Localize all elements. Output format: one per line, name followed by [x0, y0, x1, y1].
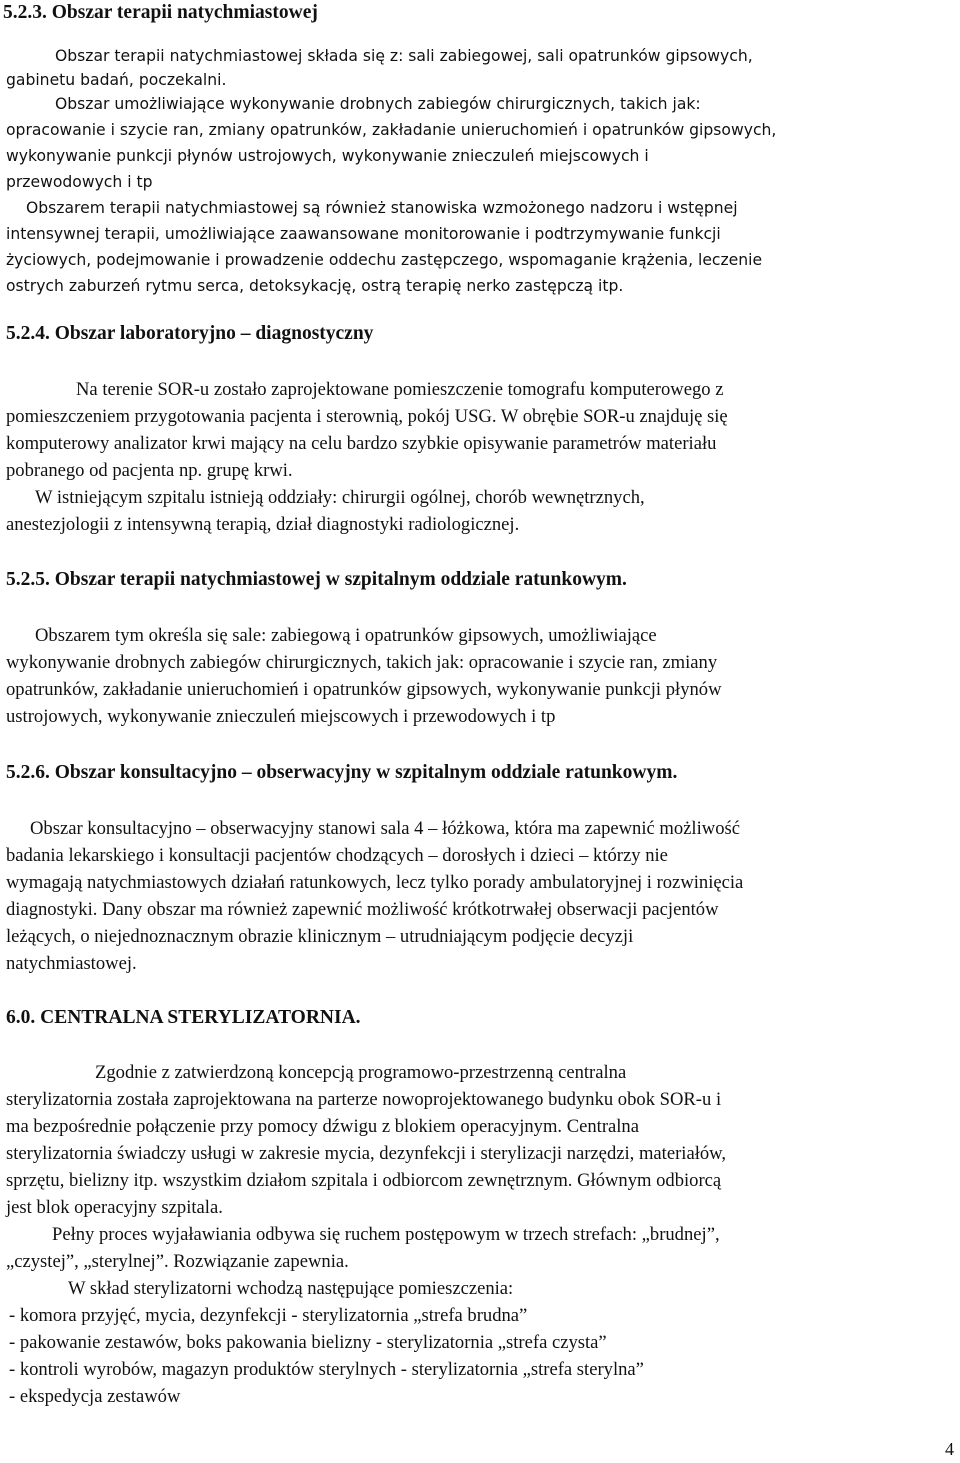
text-line: wymagają natychmiastowych działań ratunkowych, lecz tylko porady ambulatoryjnej i rozwinięcia	[6, 872, 744, 893]
text-line: wykonywanie punkcji płynów ustrojowych, wykonywanie znieczuleń miejscowych i	[6, 147, 649, 165]
list-item: - pakowanie zestawów, boks pakowania bielizny - sterylizatornia „strefa czysta”	[9, 1332, 607, 1353]
section-heading-5-2-3: 5.2.3. Obszar terapii natychmiastowej	[3, 2, 318, 23]
text-line: pomieszczeniem przygotowania pacjenta i sterownią, pokój USG. W obrębie SOR-u znajduję się	[6, 406, 728, 427]
text-line: anestezjologii z intensywną terapią, dział diagnostyki radiologicznej.	[6, 514, 520, 535]
text-line: przewodowych i tp	[6, 173, 153, 191]
text-line: Obszar terapii natychmiastowej składa się z: sali zabiegowej, sali opatrunków gipsowych,	[55, 47, 753, 65]
section-heading-5-2-4: 5.2.4. Obszar laboratoryjno – diagnostyczny	[6, 323, 374, 344]
text-line: wykonywanie drobnych zabiegów chirurgicznych, takich jak: opracowanie i szycie ran, zmiany	[6, 652, 718, 673]
text-line: ma bezpośrednie połączenie przy pomocy dźwigu z blokiem operacyjnym. Centralna	[6, 1116, 639, 1137]
text-line: opracowanie i szycie ran, zmiany opatrunków, zakładanie unieruchomień i opatrunków gipsowych,	[6, 121, 777, 139]
text-line: Zgodnie z zatwierdzoną koncepcją programowo-przestrzenną centralna	[95, 1062, 627, 1083]
text-line: „czystej”, „sterylnej”. Rozwiązanie zapewnia.	[6, 1251, 349, 1272]
list-item: - ekspedycja zestawów	[9, 1386, 181, 1407]
text-line: komputerowy analizator krwi mający na celu bardzo szybkie opisywanie parametrów materiału	[6, 433, 717, 454]
text-line: Obszar konsultacyjno – obserwacyjny stanowi sala 4 – łóżkowa, która ma zapewnić możliwość	[30, 818, 740, 839]
text-line: W skład sterylizatorni wchodzą następujące pomieszczenia:	[68, 1278, 514, 1299]
text-line: Pełny proces wyjaławiania odbywa się ruchem postępowym w trzech strefach: „brudnej”,	[52, 1224, 720, 1245]
text-line: sterylizatornia świadczy usługi w zakresie mycia, dezynfekcji i sterylizacji narzędzi, materiałów,	[6, 1143, 727, 1164]
section-heading-6-0: 6.0. CENTRALNA STERYLIZATORNIA.	[6, 1007, 361, 1028]
text-line: sterylizatornia została zaprojektowana na parterze nowoprojektowanego budynku obok SOR-u i	[6, 1089, 722, 1110]
text-line: diagnostyki. Dany obszar ma również zapewnić możliwość krótkotrwałej obserwacji pacjentów	[6, 899, 719, 920]
text-line: ustrojowych, wykonywanie znieczuleń miejscowych i przewodowych i tp	[6, 706, 556, 727]
section-heading-5-2-5: 5.2.5. Obszar terapii natychmiastowej w szpitalnym oddziale ratunkowym.	[6, 569, 627, 590]
text-line: Na terenie SOR-u zostało zaprojektowane pomieszczenie tomografu komputerowego z	[76, 379, 724, 400]
text-line: sprzętu, bielizny itp. wszystkim działom szpitala i odbiorcom zewnętrznym. Głównym odbiorcą	[6, 1170, 722, 1191]
text-line: intensywnej terapii, umożliwiające zaawansowane monitorowanie i podtrzymywanie funkcji	[6, 225, 721, 243]
list-item: - komora przyjęć, mycia, dezynfekcji - sterylizatornia „strefa brudna”	[9, 1305, 528, 1326]
text-line: życiowych, podejmowanie i prowadzenie oddechu zastępczego, wspomaganie krążenia, leczenie	[6, 251, 763, 269]
text-line: pobranego od pacjenta np. grupę krwi.	[6, 460, 293, 481]
text-line: Obszar umożliwiające wykonywanie drobnych zabiegów chirurgicznych, takich jak:	[55, 95, 701, 113]
text-line: W istniejącym szpitalu istnieją oddziały: chirurgii ogólnej, chorób wewnętrznych,	[35, 487, 645, 508]
page-number: 4	[945, 1439, 954, 1459]
text-line: jest blok operacyjny szpitala.	[6, 1197, 223, 1218]
text-line: Obszarem terapii natychmiastowej są również stanowiska wzmożonego nadzoru i wstępnej	[26, 199, 738, 217]
text-line: opatrunków, zakładanie unieruchomień i opatrunków gipsowych, wykonywanie punkcji płynów	[6, 679, 722, 700]
text-line: ostrych zaburzeń rytmu serca, detoksykację, ostrą terapię nerko zastępczą itp.	[6, 277, 624, 295]
list-item: - kontroli wyrobów, magazyn produktów sterylnych - sterylizatornia „strefa sterylna”	[9, 1359, 644, 1380]
section-heading-5-2-6: 5.2.6. Obszar konsultacyjno – obserwacyjny w szpitalnym oddziale ratunkowym.	[6, 762, 678, 783]
text-line: Obszarem tym określa się sale: zabiegową i opatrunków gipsowych, umożliwiające	[35, 625, 657, 646]
text-line: leżących, o niejednoznacznym obrazie klinicznym – utrudniającym podjęcie decyzji	[6, 926, 634, 947]
text-line: gabinetu badań, poczekalni.	[6, 71, 227, 89]
text-line: badania lekarskiego i konsultacji pacjentów chodzących – dorosłych i dzieci – którzy nie	[6, 845, 668, 866]
text-line: natychmiastowej.	[6, 953, 137, 974]
